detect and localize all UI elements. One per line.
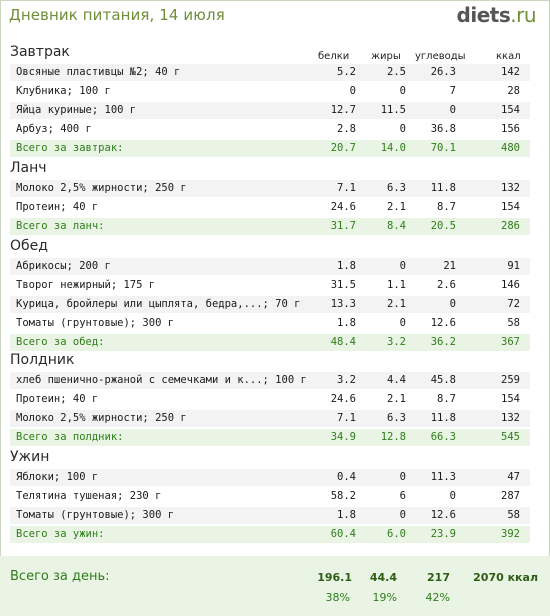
food-row[interactable]: [10, 372, 530, 389]
meal-title: Полдник: [10, 352, 75, 368]
meal-total-row: [10, 526, 530, 543]
col-header-carbs: углеводы: [415, 51, 466, 62]
cell-protein: 20.7: [330, 142, 356, 154]
cell-carbs: 23.9: [430, 528, 456, 540]
cell-protein: 1.8: [337, 509, 356, 521]
day-carbs-pct: 42%: [425, 591, 450, 604]
cell-protein: 0: [349, 85, 356, 97]
cell-fat: 0: [399, 317, 406, 329]
food-name: Абрикосы; 200 г: [16, 260, 111, 272]
cell-kcal: 72: [507, 298, 520, 310]
cell-kcal: 132: [501, 412, 520, 424]
cell-fat: 0: [399, 471, 406, 483]
food-name: Томаты (грунтовые); 300 г: [16, 317, 175, 329]
day-carbs: 217: [427, 571, 450, 584]
food-name: Курица, бройлеры или цыплята, бедра,...; 70 г: [16, 298, 301, 310]
cell-protein: 2.8: [337, 123, 356, 135]
meal-total-row: [10, 334, 530, 351]
cell-fat: 14.0: [380, 142, 406, 154]
cell-kcal: 28: [507, 85, 520, 97]
page-title: Дневник питания, 14 июля: [9, 6, 225, 24]
site-logo[interactable]: [457, 3, 536, 27]
food-name: Телятина тушеная; 230 г: [16, 490, 162, 502]
cell-carbs: 0: [449, 298, 456, 310]
meal-title: Ужин: [10, 449, 50, 465]
cell-fat: 6.0: [387, 528, 406, 540]
cell-carbs: 8.7: [437, 201, 456, 213]
food-name: Томаты (грунтовые); 300 г: [16, 509, 175, 521]
meal-total-label: Всего за обед:: [16, 336, 105, 348]
cell-carbs: 2.6: [437, 279, 456, 291]
cell-kcal: 545: [501, 431, 520, 443]
cell-fat: 8.4: [387, 220, 406, 232]
cell-protein: 3.2: [337, 374, 356, 386]
cell-fat: 1.1: [387, 279, 406, 291]
food-row[interactable]: [10, 180, 530, 197]
cell-protein: 60.4: [330, 528, 356, 540]
col-header-kcal: ккал: [496, 51, 521, 62]
food-name: Яблоки; 100 г: [16, 471, 99, 483]
cell-kcal: 91: [507, 260, 520, 272]
meal-total-row: [10, 218, 530, 235]
cell-fat: 6.3: [387, 412, 406, 424]
cell-carbs: 11.8: [430, 412, 456, 424]
cell-protein: 31.5: [330, 279, 356, 291]
cell-fat: 3.2: [387, 336, 406, 348]
cell-fat: 0: [399, 123, 406, 135]
day-total-label: Всего за день:: [10, 569, 110, 584]
cell-protein: 24.6: [330, 393, 356, 405]
meal-title: Ланч: [10, 160, 47, 176]
food-name: Молоко 2,5% жирности; 250 г: [16, 182, 187, 194]
cell-fat: 0: [399, 260, 406, 272]
cell-carbs: 20.5: [430, 220, 456, 232]
col-header-protein: белки: [318, 51, 350, 62]
cell-carbs: 11.3: [430, 471, 456, 483]
cell-kcal: 58: [507, 317, 520, 329]
food-name: Яйца куриные; 100 г: [16, 104, 137, 116]
cell-carbs: 21: [443, 260, 456, 272]
cell-carbs: 0: [449, 104, 456, 116]
cell-protein: 1.8: [337, 317, 356, 329]
cell-protein: 58.2: [330, 490, 356, 502]
cell-protein: 12.7: [330, 104, 356, 116]
cell-fat: 2.5: [387, 66, 406, 78]
cell-carbs: 36.8: [430, 123, 456, 135]
food-name: хлеб пшенично-ржаной с семечками и к...; 100 г: [16, 374, 307, 386]
cell-protein: 24.6: [330, 201, 356, 213]
food-name: Арбуз; 400 г: [16, 123, 92, 135]
cell-fat: 11.5: [380, 104, 406, 116]
food-row[interactable]: [10, 121, 530, 138]
food-row[interactable]: [10, 315, 530, 332]
cell-protein: 48.4: [330, 336, 356, 348]
food-name: Овсяные пластивцы №2; 40 г: [16, 66, 181, 78]
cell-kcal: 286: [501, 220, 520, 232]
cell-carbs: 11.8: [430, 182, 456, 194]
cell-fat: 6.3: [387, 182, 406, 194]
day-fat: 44.4: [369, 571, 397, 584]
food-row[interactable]: [10, 296, 530, 313]
cell-kcal: 156: [501, 123, 520, 135]
meal-total-label: Всего за завтрак:: [16, 142, 124, 154]
meal-total-label: Всего за полдник:: [16, 431, 124, 443]
cell-kcal: 287: [501, 490, 520, 502]
cell-fat: 12.8: [380, 431, 406, 443]
cell-fat: 2.1: [387, 298, 406, 310]
food-row[interactable]: [10, 258, 530, 275]
cell-kcal: 142: [501, 66, 520, 78]
cell-fat: 6: [399, 490, 406, 502]
cell-protein: 31.7: [330, 220, 356, 232]
cell-carbs: 36.2: [430, 336, 456, 348]
cell-carbs: 7: [449, 85, 456, 97]
food-row[interactable]: [10, 391, 530, 408]
day-kcal: 2070 ккал: [473, 571, 538, 584]
meal-total-row: [10, 140, 530, 157]
cell-carbs: 8.7: [437, 393, 456, 405]
cell-kcal: 480: [501, 142, 520, 154]
cell-protein: 7.1: [337, 182, 356, 194]
cell-fat: 2.1: [387, 201, 406, 213]
cell-protein: 1.8: [337, 260, 356, 272]
cell-carbs: 12.6: [430, 317, 456, 329]
cell-protein: 13.3: [330, 298, 356, 310]
logo-tld-text: .ru: [510, 3, 536, 27]
meal-total-label: Всего за ужин:: [16, 528, 105, 540]
cell-fat: 4.4: [387, 374, 406, 386]
food-row[interactable]: [10, 64, 530, 81]
cell-kcal: 392: [501, 528, 520, 540]
food-row[interactable]: [10, 277, 530, 294]
cell-carbs: 45.8: [430, 374, 456, 386]
cell-kcal: 154: [501, 201, 520, 213]
food-name: Протеин; 40 г: [16, 201, 99, 213]
page-header: [0, 0, 550, 34]
cell-carbs: 0: [449, 490, 456, 502]
day-protein-pct: 38%: [325, 591, 350, 604]
food-name: Клубника; 100 г: [16, 85, 111, 97]
meal-total-row: [10, 429, 530, 446]
food-row[interactable]: [10, 469, 530, 486]
cell-carbs: 26.3: [430, 66, 456, 78]
food-row[interactable]: [10, 199, 530, 216]
cell-kcal: 154: [501, 104, 520, 116]
cell-protein: 34.9: [330, 431, 356, 443]
cell-kcal: 367: [501, 336, 520, 348]
cell-fat: 0: [399, 85, 406, 97]
cell-kcal: 132: [501, 182, 520, 194]
cell-fat: 0: [399, 509, 406, 521]
cell-carbs: 12.6: [430, 509, 456, 521]
food-row[interactable]: [10, 102, 530, 119]
meal-total-label: Всего за ланч:: [16, 220, 105, 232]
cell-protein: 7.1: [337, 412, 356, 424]
day-fat-pct: 19%: [372, 591, 397, 604]
cell-fat: 2.1: [387, 393, 406, 405]
cell-protein: 5.2: [337, 66, 356, 78]
food-name: Молоко 2,5% жирности; 250 г: [16, 412, 187, 424]
meal-title: Завтрак: [10, 44, 70, 60]
food-row[interactable]: [10, 83, 530, 100]
food-row[interactable]: [10, 488, 530, 505]
cell-carbs: 66.3: [430, 431, 456, 443]
food-name: Творог нежирный; 175 г: [16, 279, 156, 291]
food-name: Протеин; 40 г: [16, 393, 99, 405]
cell-carbs: 70.1: [430, 142, 456, 154]
food-row[interactable]: [10, 507, 530, 524]
food-row[interactable]: [10, 410, 530, 427]
meal-title: Обед: [10, 238, 48, 254]
cell-kcal: 58: [507, 509, 520, 521]
col-header-fat: жиры: [371, 51, 401, 62]
cell-kcal: 47: [507, 471, 520, 483]
day-summary: [0, 556, 550, 616]
cell-protein: 0.4: [337, 471, 356, 483]
cell-kcal: 259: [501, 374, 520, 386]
cell-kcal: 146: [501, 279, 520, 291]
day-protein: 196.1: [317, 571, 352, 584]
cell-kcal: 154: [501, 393, 520, 405]
logo-main-text: diets: [456, 3, 511, 27]
